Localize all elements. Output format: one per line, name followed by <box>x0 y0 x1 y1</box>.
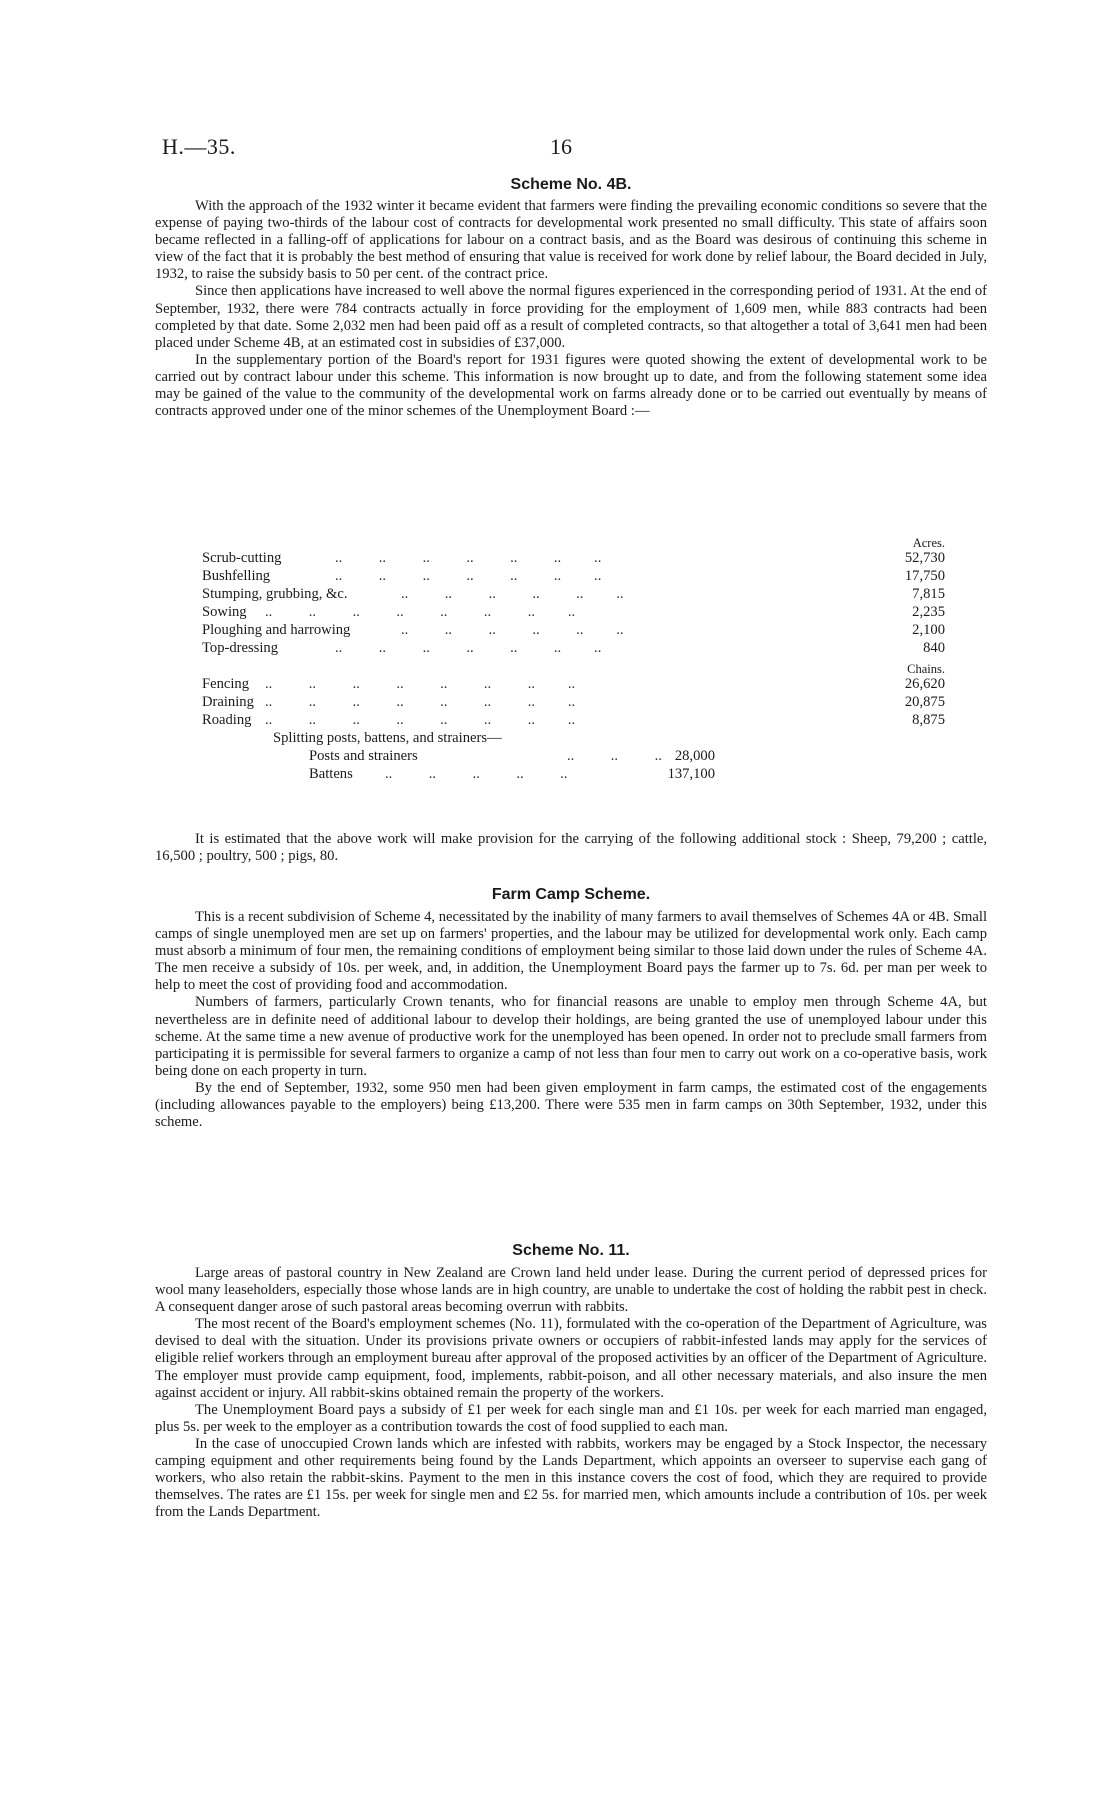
leader-dots: .. .. .. <box>567 748 662 764</box>
table-row <box>155 711 987 729</box>
row-value: 52,730 <box>904 550 945 566</box>
row-label: Battens <box>309 766 353 782</box>
scheme-4b-paragraph-2: Since then applications have increased to well above the normal figures experienced in the corresponding period of 1931. At the end of September, 1932, there were 784 contracts actually in force providing for the employment of 1,609 men, while 883 contracts had been completed by that date. Some 2,032 men had been paid off as a result of completed contracts, so that altogether a total of 3,641 men had been placed under Scheme 4B, at an estimated cost in subsidies of £37,000. <box>155 283 987 351</box>
leader-dots: .. .. .. .. .. .. <box>401 622 624 638</box>
row-label: Draining <box>202 694 254 710</box>
scheme-11-heading: Scheme No. 11. <box>512 1242 630 1259</box>
scheme-11-paragraph-3: The Unemployment Board pays a subsidy of £1 per week for each single man and £1 10s. per week for each married man engaged, plus 5s. per week to the employer as a contribution towards the cost of food supplied to each man. <box>155 1401 987 1435</box>
row-value: 26,620 <box>904 676 945 692</box>
scheme-4b-body <box>155 198 987 420</box>
row-label: Fencing <box>202 676 250 692</box>
row-label: Bushfelling <box>202 568 271 584</box>
table-row <box>155 675 987 693</box>
row-value: 20,875 <box>904 694 945 710</box>
leader-dots: .. .. .. .. .. <box>385 766 568 782</box>
leader-dots: .. .. .. .. .. .. .. .. <box>265 712 576 728</box>
table-row <box>155 603 987 621</box>
page-number: 16 <box>550 134 572 159</box>
leader-dots: .. .. .. .. .. .. .. .. <box>265 676 576 692</box>
table-row <box>155 621 987 639</box>
leader-dots: .. .. .. .. .. .. .. .. <box>265 694 576 710</box>
leader-dots: .. .. .. .. .. .. .. .. <box>265 604 576 620</box>
farm-camp-paragraph-2: Numbers of farmers, particularly Crown tenants, who for financial reasons are unable to employ men through Scheme 4A, but nevertheless are in definite need of additional labour to develop their holdings, are being granted the use of unemployed labour under this scheme. At the same time a new avenue of productive work for the unemployed has been opened. In order not to preclude small farmers from participating it is permissible for several farmers to organize a camp of not less than four men to carry out work on a co-operative basis, work being done on each property in turn. <box>155 994 987 1079</box>
scheme-4b-paragraph-1: With the approach of the 1932 winter it became evident that farmers were finding the prevailing economic conditions so severe that the expense of paying two-thirds of the labour cost of contracts for developmental work presented no small difficulty. This state of affairs soon became reflected in a falling-off of applications for labour on a contract basis, and as the Board was desirous of continuing this scheme in view of the fact that it is probably the best method of ensuring that value is received for work done by relief labour, the Board decided in July, 1932, to raise the subsidy basis to 50 per cent. of the contract price. <box>155 198 987 283</box>
unit-chains: Chains. <box>907 662 945 676</box>
row-value: 2,235 <box>912 604 945 620</box>
leader-dots: .. .. .. .. .. .. .. <box>335 640 602 656</box>
table-row <box>155 567 987 585</box>
leader-dots: .. .. .. .. .. .. <box>401 586 624 602</box>
row-label: Posts and strainers <box>309 748 418 764</box>
row-value: 2,100 <box>912 622 945 638</box>
table-row <box>155 747 987 765</box>
scheme-11-body <box>155 1265 987 1521</box>
table-row <box>155 549 987 567</box>
splitting-label: Splitting posts, battens, and strainers— <box>273 730 502 746</box>
farm-camp-heading: Farm Camp Scheme. <box>491 886 651 903</box>
farm-camp-body <box>155 909 987 1131</box>
scheme-4b-paragraph-3: In the supplementary portion of the Board's report for 1931 figures were quoted showing the extent of developmental work to be carried out by contract labour under this scheme. This information is now brought up to date, and from the following statement some idea may be gained of the value to the community of the developmental work on farms already done or to be carried out eventually by means of contracts approved under one of the minor schemes of the Unemployment Board :— <box>155 351 987 420</box>
leader-dots: .. .. .. .. .. .. .. <box>335 550 602 566</box>
farm-camp-paragraph-1: This is a recent subdivision of Scheme 4, necessitated by the inability of many farmers to avail themselves of Schemes 4A or 4B. Small camps of single unemployed men are set up on farmers' properties, and the labour may be utilized for developmental work only. Each camp must absorb a minimum of four men, the remaining conditions of employment being similar to those laid down under the rules of Scheme 4A. The men receive a subsidy of 10s. per week, and, in addition, the Unemployment Board pays the farmer up to 7s. 6d. per man per week to help to meet the cost of providing food and accommodation. <box>155 909 987 994</box>
scheme-11-section <box>155 1242 987 1260</box>
scheme-4b-heading: Scheme No. 4B. <box>510 176 632 193</box>
farm-camp-section <box>155 886 987 904</box>
table-row <box>155 585 987 603</box>
row-label: Roading <box>202 712 252 728</box>
scheme-4b-section <box>155 176 987 194</box>
row-label: Scrub-cutting <box>202 550 282 566</box>
row-value: 840 <box>923 640 945 656</box>
row-value: 17,750 <box>904 568 945 584</box>
row-label: Sowing <box>202 604 247 620</box>
scheme-11-paragraph-4: In the case of unoccupied Crown lands which are infested with rabbits, workers may be engaged by a Stock Inspector, the necessary camping equipment and other requirements being found by the Lands Department, which appoints an overseer to supervise each gang of workers, who also retain the rabbit-skins. Payment to the men in this instance covers the cost of food, which they are required to provide themselves. The rates are £1 15s. per week for single men and £2 5s. for married men, which amounts include a contribution of 10s. per week from the Lands Department. <box>155 1435 987 1521</box>
row-label: Ploughing and harrowing <box>202 622 351 638</box>
row-value: 8,875 <box>912 712 945 728</box>
row-label: Stumping, grubbing, &c. <box>202 586 348 602</box>
table-row <box>155 765 987 783</box>
leader-dots: .. .. .. .. .. .. .. <box>335 568 602 584</box>
row-value: 7,815 <box>912 586 945 602</box>
unit-acres: Acres. <box>912 536 945 550</box>
table-row <box>155 693 987 711</box>
table-row <box>155 639 987 657</box>
table-subheading-row <box>155 729 987 747</box>
stock-estimate <box>155 831 987 865</box>
row-value: 137,100 <box>667 766 715 782</box>
row-value: 28,000 <box>674 748 715 764</box>
scheme-4b-paragraph-4: It is estimated that the above work will make provision for the carrying of the following additional stock : Sheep, 79,200 ; cattle, 16,500 ; poultry, 500 ; pigs, 80. <box>155 831 987 865</box>
row-label: Top-dressing <box>202 640 278 656</box>
report-reference: H.—35. <box>162 134 236 159</box>
scheme-11-paragraph-2: The most recent of the Board's employment schemes (No. 11), formulated with the co-operation of the Department of Agriculture, was devised to deal with the situation. Under its provisions private owners or occupiers of rabbit-infested lands may apply for the services of eligible relief workers through an employment bureau after approval of the proposed activities by an officer of the Department of Agriculture. The employer must provide camp equipment, food, implements, rabbit-poison, and all other necessary materials, and also insure the men against accident or injury. All rabbit-skins obtained remain the property of the workers. <box>155 1316 987 1401</box>
farm-camp-paragraph-3: By the end of September, 1932, some 950 men had been given employment in farm camps, the estimated cost of the engagements (including allowances payable to the employers) being £13,200. There were 535 men in farm camps on 30th September, 1932, under this scheme. <box>155 1079 987 1131</box>
scheme-11-paragraph-1: Large areas of pastoral country in New Zealand are Crown land held under lease. During the current period of depressed prices for wool many leaseholders, especially those whose lands are in high country, are unable to undertake the cost of holding the rabbit pest in check. A consequent danger arose of such pastoral areas becoming overrun with rabbits. <box>155 1265 987 1316</box>
